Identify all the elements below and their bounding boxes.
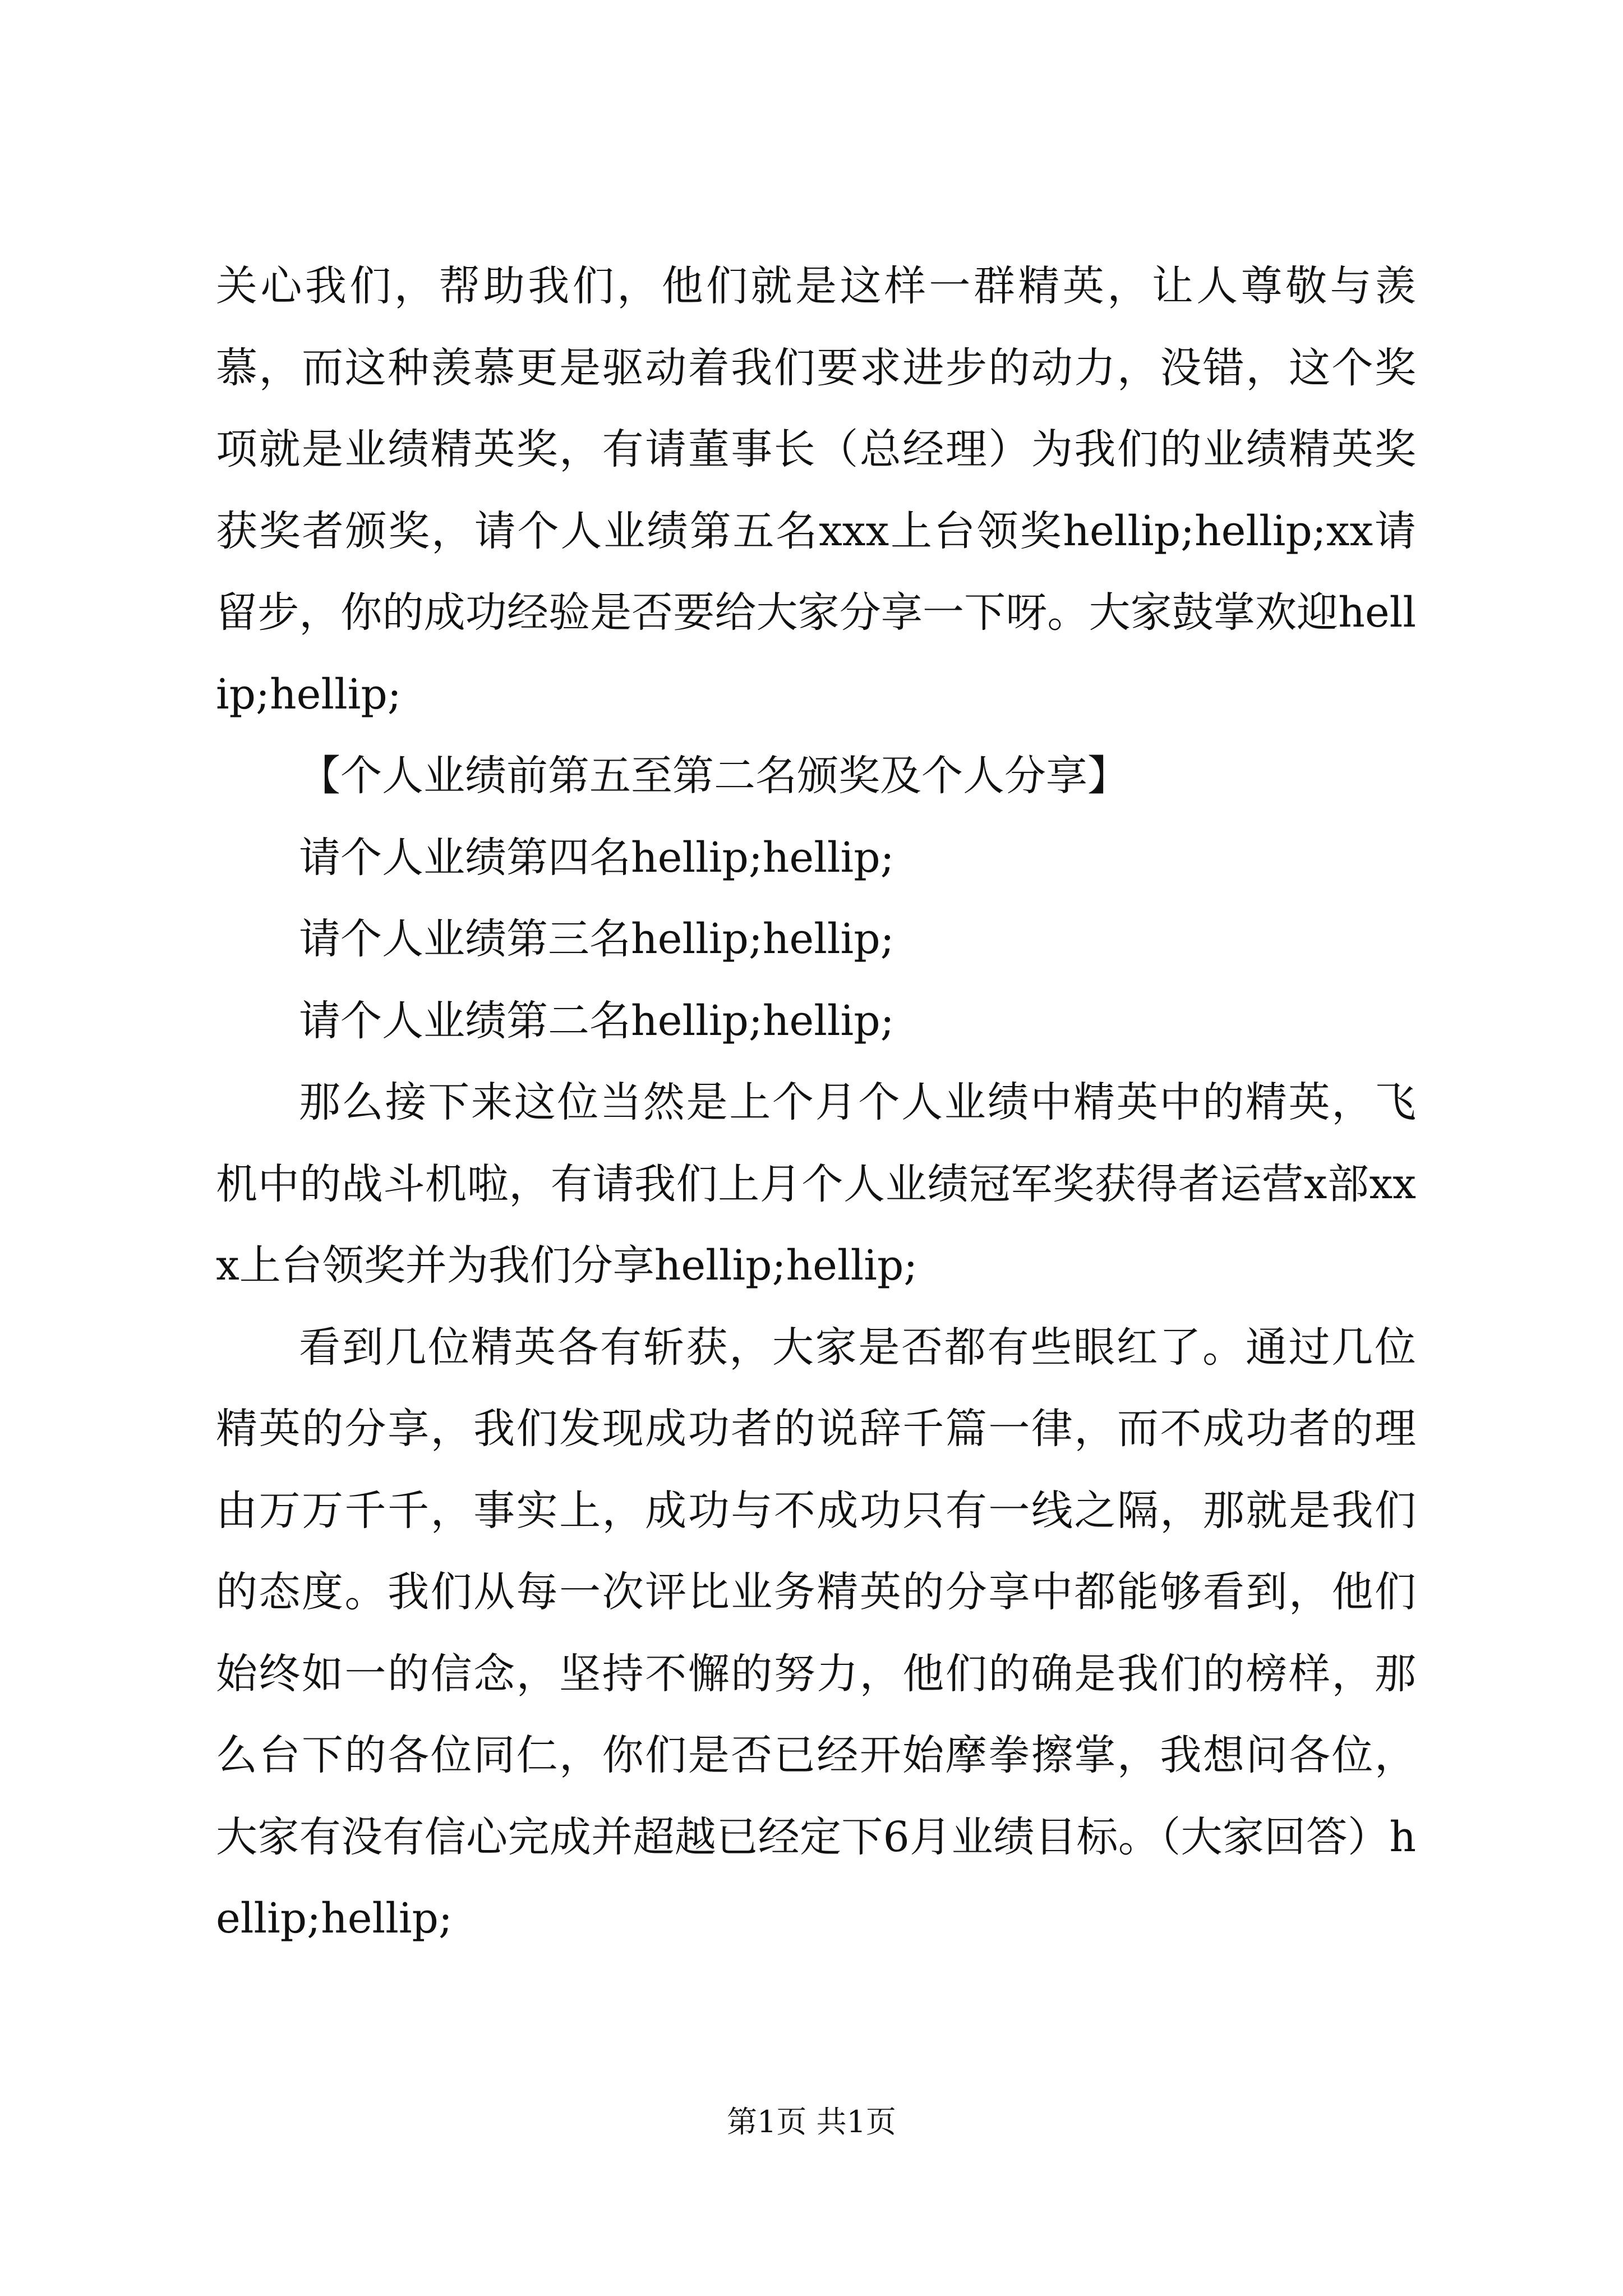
paragraph-closing: 看到几位精英各有斩获，大家是否都有些眼红了。通过几位精英的分享，我们发现成功者的说辞千篇一律，而不成功者的理由万万千千，事实上，成功与不成功只有一线之隔，那就是我们的态度。我们从每一次评比业务精英的分享中都能够看到，他们始终如一的信念，坚持不懈的努力，他们的确是我们的榜样，那么台下的各位同仁，你们是否已经开始摩拳擦掌，我想问各位，大家有没有信心完成并超越已经定下6月业绩目标。（大家回答）hellip;hellip;: [216, 1323, 1416, 1943]
page-footer: 第1页 共1页: [727, 2104, 896, 2139]
paragraph-fourth-place: 请个人业绩第四名hellip;hellip;: [299, 833, 895, 882]
paragraph-section-heading: 【个人业绩前第五至第二名颁奖及个人分享】: [299, 752, 1129, 800]
paragraph-champion: 那么接下来这位当然是上个月个人业绩中精英中的精英，飞机中的战斗机啦，有请我们上月个人业绩冠军奖获得者运营x部xxx上台领奖并为我们分享hellip;hellip;: [216, 1078, 1416, 1290]
paragraph-award-intro: 关心我们，帮助我们，他们就是这样一群精英，让人尊敬与羡慕，而这种羡慕更是驱动着我们要求进步的动力，没错，这个奖项就是业绩精英奖，有请董事长（总经理）为我们的业绩精英奖获奖者颁奖，请个人业绩第五名xxx上台领奖hellip;hellip;xx请留步，你的成功经验是否要给大家分享一下呀。大家鼓掌欢迎hellip;hellip;: [216, 262, 1416, 719]
paragraph-second-place: 请个人业绩第二名hellip;hellip;: [299, 996, 895, 1045]
document-body: [216, 246, 1416, 1960]
paragraph-third-place: 请个人业绩第三名hellip;hellip;: [299, 915, 895, 963]
